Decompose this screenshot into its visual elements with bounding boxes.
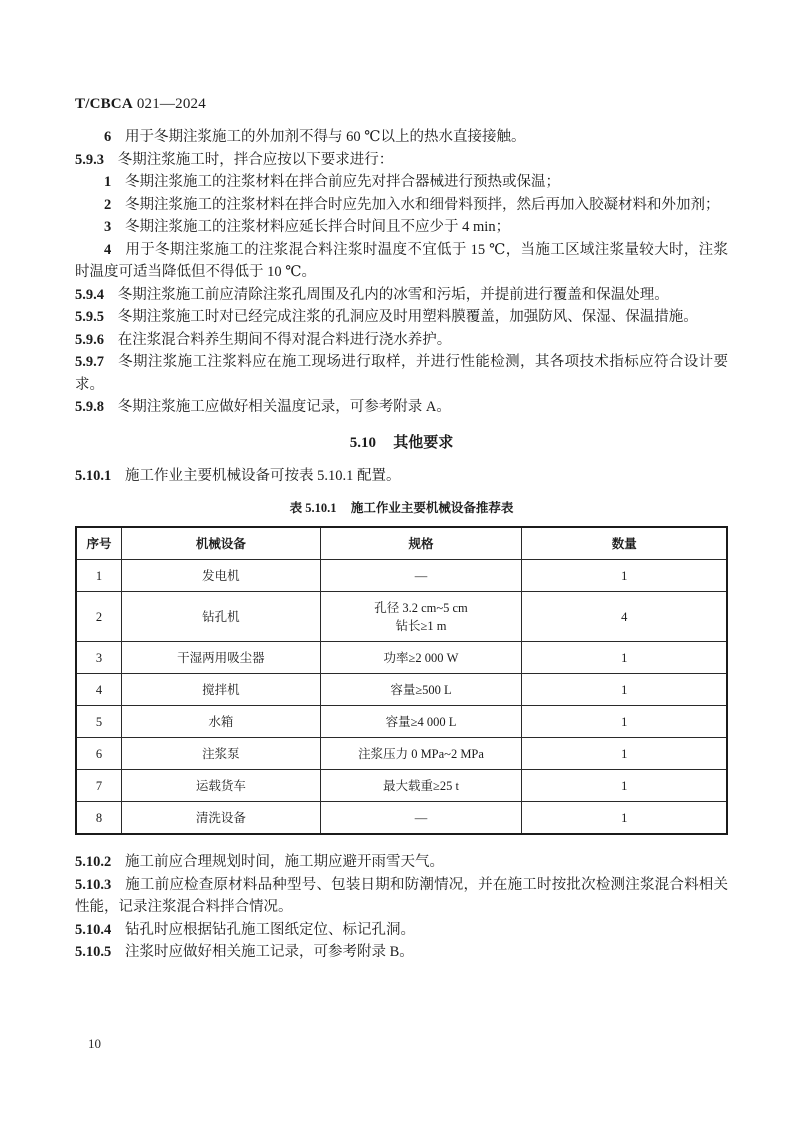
document-header bbox=[75, 96, 728, 113]
table-cell: 4 bbox=[522, 592, 727, 642]
clause-text: 冬期注浆施工的注浆材料在拌合前应先对拌合器械进行预热或保温； bbox=[125, 174, 561, 190]
clause-paragraph bbox=[75, 351, 728, 396]
table-cell: 1 bbox=[522, 770, 727, 802]
table-caption-title: 施工作业主要机械设备推荐表 bbox=[350, 500, 514, 515]
clause-paragraph bbox=[75, 874, 728, 919]
paragraphs-before-heading bbox=[75, 126, 728, 419]
clause-text: 施工前应检查原材料品种型号、包装日期和防潮情况，并在施工时按批次检测注浆混合料相关性能，记录注浆混合料拌合情况。 bbox=[75, 876, 728, 915]
table-cell: 钻孔机 bbox=[122, 592, 321, 642]
table-cell: 注浆压力 0 MPa~2 MPa bbox=[320, 738, 522, 770]
table-cell: — bbox=[320, 802, 522, 835]
paragraphs-after-table bbox=[75, 851, 728, 964]
table-cell: 1 bbox=[522, 706, 727, 738]
table-cell: 1 bbox=[522, 674, 727, 706]
table-cell: 1 bbox=[522, 802, 727, 835]
table-cell: 7 bbox=[76, 770, 122, 802]
clause-paragraph bbox=[75, 284, 728, 307]
clause-text: 冬期注浆施工时，拌合应按以下要求进行： bbox=[117, 151, 394, 168]
clause-number: 5.10.3 bbox=[75, 876, 112, 893]
clause-text: 施工作业主要机械设备可按表 5.10.1 配置。 bbox=[125, 468, 401, 484]
paragraphs-before-table bbox=[75, 465, 728, 488]
table-cell: 水箱 bbox=[122, 706, 321, 738]
clause-text: 用于冬期注浆施工的注浆混合料注浆时温度不宜低于 15 ℃，当施工区域注浆量较大时，注浆时温度可适当降低但不得低于 10 ℃。 bbox=[75, 241, 728, 280]
table-cell: 最大载重≥25 t bbox=[320, 770, 522, 802]
clause-text: 冬期注浆施工前应清除注浆孔周围及孔内的冰雪和污垢，并提前进行覆盖和保温处理。 bbox=[117, 286, 669, 303]
table-cell: 清洗设备 bbox=[122, 802, 321, 835]
table-cell: — bbox=[320, 560, 522, 592]
section-heading-title: 其他要求 bbox=[393, 434, 454, 451]
section-heading bbox=[75, 432, 728, 455]
table-header-row bbox=[76, 527, 727, 560]
table-column-header: 序号 bbox=[76, 527, 122, 560]
table-cell: 2 bbox=[76, 592, 122, 642]
standard-code: T/CBCA bbox=[75, 96, 133, 112]
clause-paragraph bbox=[75, 851, 728, 874]
table-cell: 孔径 3.2 cm~5 cm 钻长≥1 m bbox=[320, 592, 522, 642]
clause-number: 5.10.4 bbox=[75, 921, 112, 938]
table-row bbox=[76, 560, 727, 592]
clause-number: 5.9.6 bbox=[75, 331, 104, 348]
document-body bbox=[75, 126, 728, 964]
clause-number: 3 bbox=[104, 219, 112, 235]
clause-number: 5.10.1 bbox=[75, 468, 112, 484]
table-column-header: 规格 bbox=[320, 527, 522, 560]
table-cell: 1 bbox=[76, 560, 122, 592]
table-cell: 注浆泵 bbox=[122, 738, 321, 770]
clause-text: 冬期注浆施工的注浆材料应延长拌合时间且不应少于 4 min； bbox=[125, 219, 511, 235]
clause-number: 2 bbox=[104, 196, 112, 213]
clause-number: 5.9.7 bbox=[75, 354, 104, 370]
clause-text: 冬期注浆施工注浆料应在施工现场进行取样，并进行性能检测，其各项技术指标应符合设计要求。 bbox=[75, 354, 728, 393]
clause-paragraph bbox=[75, 396, 728, 419]
clause-number: 6 bbox=[104, 129, 112, 145]
list-item-paragraph bbox=[75, 126, 728, 149]
clause-paragraph bbox=[75, 919, 728, 942]
clause-paragraph bbox=[75, 329, 728, 352]
clause-text: 冬期注浆施工的注浆材料在拌合时应先加入水和细骨料预拌，然后再加入胶凝材料和外加剂； bbox=[125, 196, 720, 213]
table-cell: 6 bbox=[76, 738, 122, 770]
clause-number: 5.9.3 bbox=[75, 151, 104, 168]
clause-text: 注浆时应做好相关施工记录，可参考附录 B。 bbox=[125, 944, 414, 960]
clause-number: 5.9.4 bbox=[75, 286, 104, 303]
table-cell: 1 bbox=[522, 738, 727, 770]
table-cell: 3 bbox=[76, 642, 122, 674]
clause-text: 冬期注浆施工时对已经完成注浆的孔洞应及时用塑料膜覆盖，加强防风、保湿、保温措施。 bbox=[117, 309, 698, 325]
table-caption-label: 表 5.10.1 bbox=[289, 500, 337, 515]
clause-text: 用于冬期注浆施工的外加剂不得与 60 ℃以上的热水直接接触。 bbox=[125, 129, 526, 145]
table-row bbox=[76, 642, 727, 674]
section-heading-number: 5.10 bbox=[349, 434, 376, 451]
list-item-paragraph bbox=[75, 194, 728, 217]
clause-paragraph bbox=[75, 941, 728, 964]
table-row bbox=[76, 770, 727, 802]
table-row bbox=[76, 674, 727, 706]
table-row bbox=[76, 802, 727, 835]
equipment-table-head bbox=[76, 527, 727, 560]
table-cell: 容量≥4 000 L bbox=[320, 706, 522, 738]
clause-text: 施工前应合理规划时间，施工期应避开雨雪天气。 bbox=[125, 854, 445, 870]
clause-paragraph bbox=[75, 149, 728, 172]
clause-number: 4 bbox=[104, 241, 112, 258]
clause-paragraph bbox=[75, 306, 728, 329]
clause-text: 钻孔时应根据钻孔施工图纸定位、标记孔洞。 bbox=[125, 921, 416, 938]
table-cell: 运载货车 bbox=[122, 770, 321, 802]
table-caption bbox=[75, 497, 728, 520]
clause-text: 冬期注浆施工应做好相关温度记录，可参考附录 A。 bbox=[117, 399, 451, 415]
clause-number: 5.10.2 bbox=[75, 854, 112, 870]
clause-text: 在注浆混合料养生期间不得对混合料进行浇水养护。 bbox=[117, 331, 452, 348]
clause-number: 1 bbox=[104, 174, 112, 190]
table-column-header: 机械设备 bbox=[122, 527, 321, 560]
table-cell: 干湿两用吸尘器 bbox=[122, 642, 321, 674]
clause-number: 5.9.8 bbox=[75, 399, 104, 415]
table-cell: 1 bbox=[522, 560, 727, 592]
table-cell: 8 bbox=[76, 802, 122, 835]
clause-number: 5.10.5 bbox=[75, 944, 112, 960]
table-row bbox=[76, 592, 727, 642]
table-cell: 搅拌机 bbox=[122, 674, 321, 706]
page-number: 10 bbox=[88, 1036, 101, 1051]
table-cell: 容量≥500 L bbox=[320, 674, 522, 706]
list-item-paragraph bbox=[75, 239, 728, 284]
clause-number: 5.9.5 bbox=[75, 309, 104, 325]
table-row bbox=[76, 738, 727, 770]
table-row bbox=[76, 706, 727, 738]
table-cell: 5 bbox=[76, 706, 122, 738]
clause-paragraph bbox=[75, 465, 728, 488]
table-cell: 1 bbox=[522, 642, 727, 674]
table-cell: 发电机 bbox=[122, 560, 321, 592]
list-item-paragraph bbox=[75, 171, 728, 194]
standard-number: 021—2024 bbox=[136, 96, 206, 112]
list-item-paragraph bbox=[75, 216, 728, 239]
table-cell: 4 bbox=[76, 674, 122, 706]
equipment-table bbox=[75, 526, 728, 835]
table-cell: 功率≥2 000 W bbox=[320, 642, 522, 674]
equipment-table-body bbox=[76, 560, 727, 835]
table-column-header: 数量 bbox=[522, 527, 727, 560]
